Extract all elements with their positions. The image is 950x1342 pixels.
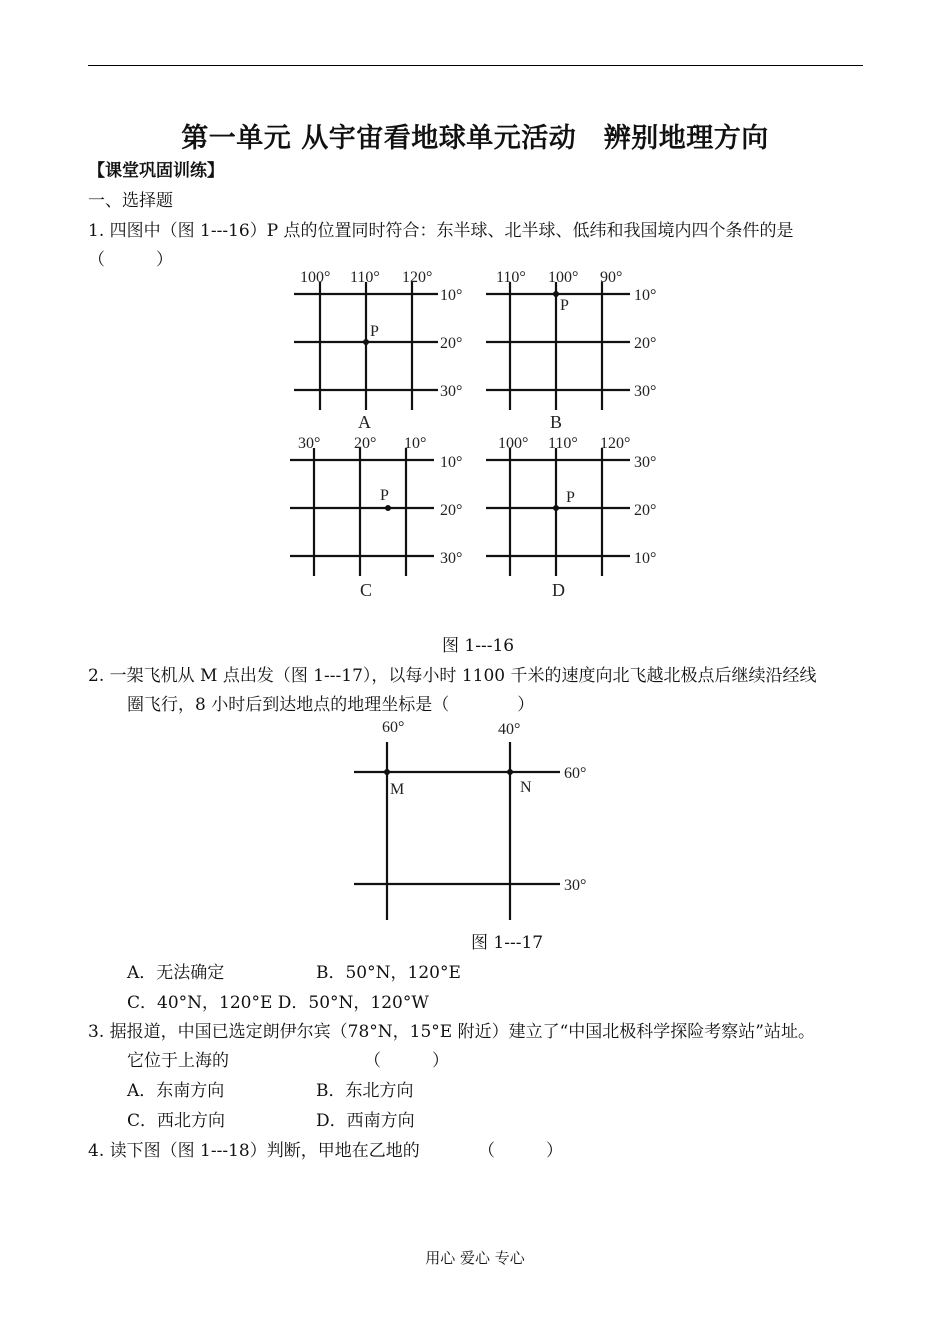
fig17-side-label: 30° xyxy=(564,877,587,894)
panel-d-side-label: 20° xyxy=(634,502,657,519)
panel-a-side-label: 10° xyxy=(440,287,463,304)
q4-blank: （ ） xyxy=(478,1141,563,1161)
q1-line2: （ ） xyxy=(88,250,173,270)
point-n xyxy=(507,769,513,775)
panel-c-side-label: 30° xyxy=(440,550,463,567)
page-title: 第一单元 从宇宙看地球单元活动 辨别地理方向 xyxy=(181,123,769,154)
point-p-d xyxy=(553,505,559,511)
panel-d-side-label: 30° xyxy=(634,454,657,471)
panel-b-top-label: 100° xyxy=(548,269,579,286)
figure-1-17 xyxy=(350,712,610,924)
panel-c-top-label: 30° xyxy=(298,435,321,452)
header-rule xyxy=(88,65,863,66)
fig17-top-label: 60° xyxy=(382,719,405,736)
part-label: 一、选择题 xyxy=(88,191,173,211)
fig17-point-label-m: M xyxy=(390,781,405,798)
panel-a-top-label: 110° xyxy=(350,269,380,286)
point-m xyxy=(384,769,390,775)
q2-options-cd: C．40°N，120°E D．50°N，120°W xyxy=(127,993,429,1013)
panel-c-letter: C xyxy=(360,580,373,600)
q3-option-a: A．东南方向 xyxy=(127,1081,225,1101)
panel-c-top-label: 20° xyxy=(354,435,377,452)
q4-line1: 4. 读下图（图 1---18）判断，甲地在乙地的 xyxy=(88,1141,420,1161)
panel-d-point-label: P xyxy=(566,489,575,506)
panel-d-side-label: 10° xyxy=(634,550,657,567)
q2-option-b: B．50°N，120°E xyxy=(316,963,461,983)
point-p-b xyxy=(553,291,559,297)
page-footer: 用心 爱心 专心 xyxy=(425,1249,525,1267)
panel-b-letter: B xyxy=(550,412,563,432)
point-p-c xyxy=(385,505,391,511)
panel-a-side-label: 30° xyxy=(440,383,463,400)
figure-1-16-caption: 图 1---16 xyxy=(442,636,515,656)
panel-d-top-label: 110° xyxy=(548,435,578,452)
figure-1-17-caption: 图 1---17 xyxy=(471,933,544,953)
q3-option-b: B．东北方向 xyxy=(316,1081,414,1101)
q3-blank: （ ） xyxy=(364,1051,449,1071)
panel-b-side-label: 10° xyxy=(634,287,657,304)
panel-a-side-label: 20° xyxy=(440,335,463,352)
panel-b-side-label: 30° xyxy=(634,383,657,400)
q3-line2: 它位于上海的 xyxy=(127,1051,229,1071)
panel-c-side-label: 10° xyxy=(440,454,463,471)
panel-d-top-label: 100° xyxy=(498,435,529,452)
fig17-side-label: 60° xyxy=(564,765,587,782)
panel-a-top-label: 100° xyxy=(300,269,331,286)
q1-line1: 1. 四图中（图 1---16）P 点的位置同时符合：东半球、北半球、低纬和我国境内四个条件的是 xyxy=(88,221,794,241)
q3-option-d: D．西南方向 xyxy=(316,1111,415,1131)
q2-line1: 2. 一架飞机从 M 点出发（图 1---17），以每小时 1100 千米的速度向北飞越北极点后继续沿经线 xyxy=(88,666,817,686)
q2-line2: 圈飞行，8 小时后到达地点的地理坐标是（ ） xyxy=(127,695,535,715)
panel-c-side-label: 20° xyxy=(440,502,463,519)
q3-line1: 3. 据报道，中国已选定朗伊尔宾（78°N，15°E 附近）建立了“中国北极科学探险考察站”站址。 xyxy=(88,1022,815,1042)
panel-a-point-label: P xyxy=(370,323,379,340)
panel-d-top-label: 120° xyxy=(600,435,631,452)
fig17-top-label: 40° xyxy=(498,721,521,738)
panel-b-top-label: 90° xyxy=(600,269,623,286)
panel-d-letter: D xyxy=(552,580,565,600)
panel-c-point-label: P xyxy=(380,487,389,504)
panel-b-side-label: 20° xyxy=(634,335,657,352)
point-p-a xyxy=(363,339,369,345)
panel-a-top-label: 120° xyxy=(402,269,433,286)
q3-option-c: C．西北方向 xyxy=(127,1111,226,1131)
figure-1-16 xyxy=(280,262,680,607)
panel-a-letter: A xyxy=(358,412,371,432)
panel-b-top-label: 110° xyxy=(496,269,526,286)
panel-c-top-label: 10° xyxy=(404,435,427,452)
panel-b-point-label: P xyxy=(560,297,569,314)
q2-option-a: A．无法确定 xyxy=(127,963,225,983)
fig17-point-label-n: N xyxy=(520,779,532,796)
section-label: 【课堂巩固训练】 xyxy=(88,161,224,181)
